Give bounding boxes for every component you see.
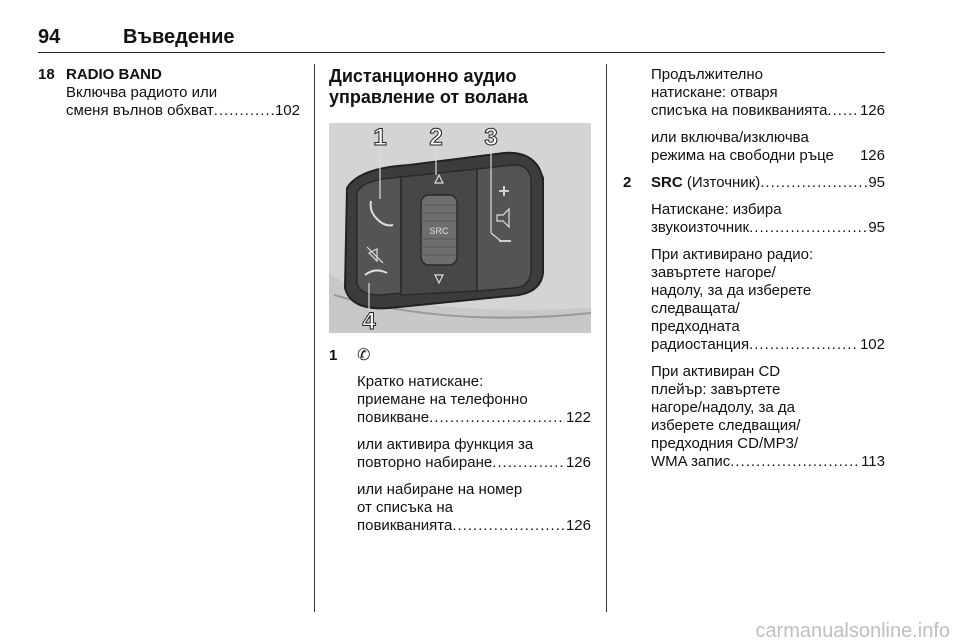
page-reference[interactable]: 102 xyxy=(274,102,300,119)
item-text-line: Включва радиото или xyxy=(66,84,218,101)
paragraph: или набиране на номер от списъка на повикванията ..... 126 xyxy=(357,481,591,535)
list-item-18 xyxy=(38,66,300,120)
item-text-leader: сменя вълнов обхват ..... 102 xyxy=(66,102,300,120)
phone-handset-icon: ✆ xyxy=(357,347,371,364)
page-number: 94 xyxy=(38,26,61,48)
item-text-leader: повторно набиране ..... 126 xyxy=(357,454,591,472)
paragraph: При активиран CD плейър: завъртете нагоре/надолу, за да изберете следващия/ предходния CD/MP3/ WMA запис ..... 113 xyxy=(651,363,885,471)
column-3 xyxy=(623,66,885,480)
item-text-leader: звукоизточник ..... 95 xyxy=(651,219,885,237)
item-title: RADIO BAND xyxy=(66,66,162,83)
paragraph: Продължително натискане: отваря списъка на повикванията ..... 126 xyxy=(651,66,885,120)
callout-4: 4 xyxy=(362,308,376,333)
page-reference[interactable]: 126 xyxy=(565,454,591,471)
item-text-leader: повикване ..... 122 xyxy=(357,409,591,427)
page-header xyxy=(38,26,885,53)
page-reference[interactable]: 126 xyxy=(859,102,885,119)
column-2 xyxy=(329,66,591,544)
page-reference[interactable]: 102 xyxy=(859,336,885,353)
paragraph: или включва/изключва режима на свободни ръце 126 xyxy=(651,129,885,164)
column-divider-1 xyxy=(314,64,315,612)
src-label: SRC xyxy=(429,226,449,236)
page-reference[interactable]: 126 xyxy=(859,147,885,164)
list-item-2 xyxy=(623,174,885,192)
paragraph: Натискане: избира звукоизточник ..... 95 xyxy=(651,201,885,237)
item-text-leader: списъка на повикванията ..... 126 xyxy=(651,102,885,120)
item-title-leader: SRC (Източник) ..... 95 xyxy=(651,174,885,192)
item-title: SRC xyxy=(651,174,683,191)
paragraph: или активира функция за повторно набиране ..... 126 xyxy=(357,436,591,472)
column-divider-2 xyxy=(606,64,607,612)
steering-wheel-controls-illustration xyxy=(329,123,591,333)
section-heading: Дистанционно аудио управление от волана xyxy=(329,66,528,107)
page-reference[interactable]: 95 xyxy=(868,219,885,236)
item-text-leader: повикванията ..... 126 xyxy=(357,517,591,535)
callout-1: 1 xyxy=(373,124,387,151)
item-text-leader: WMA запис ..... 113 xyxy=(651,453,885,471)
callout-3: 3 xyxy=(484,124,498,151)
list-item-1 xyxy=(329,347,591,535)
page-reference[interactable]: 113 xyxy=(861,453,885,470)
page-reference[interactable]: 95 xyxy=(868,174,885,191)
column-1 xyxy=(38,66,300,120)
item-text-leader: радиостанция ..... 102 xyxy=(651,336,885,354)
page-reference[interactable]: 126 xyxy=(565,517,591,534)
paragraph: При активирано радио: завъртете нагоре/ надолу, за да изберете следващата/ предходната радиостанция ..... 102 xyxy=(651,246,885,354)
item-text-leader: режима на свободни ръце 126 xyxy=(651,147,885,164)
item-number: 18 xyxy=(38,66,55,83)
page-reference[interactable]: 122 xyxy=(565,409,591,426)
item-number: 1 xyxy=(329,347,338,364)
watermark: carmanualsonline.info xyxy=(755,620,950,642)
steering-wheel-controls-figure xyxy=(329,123,591,333)
paragraph: Кратко натискане: приемане на телефонно повикване ..... 122 xyxy=(357,373,591,427)
item-number: 2 xyxy=(623,174,632,191)
callout-2: 2 xyxy=(429,124,443,151)
page-title: Въведение xyxy=(123,26,235,48)
